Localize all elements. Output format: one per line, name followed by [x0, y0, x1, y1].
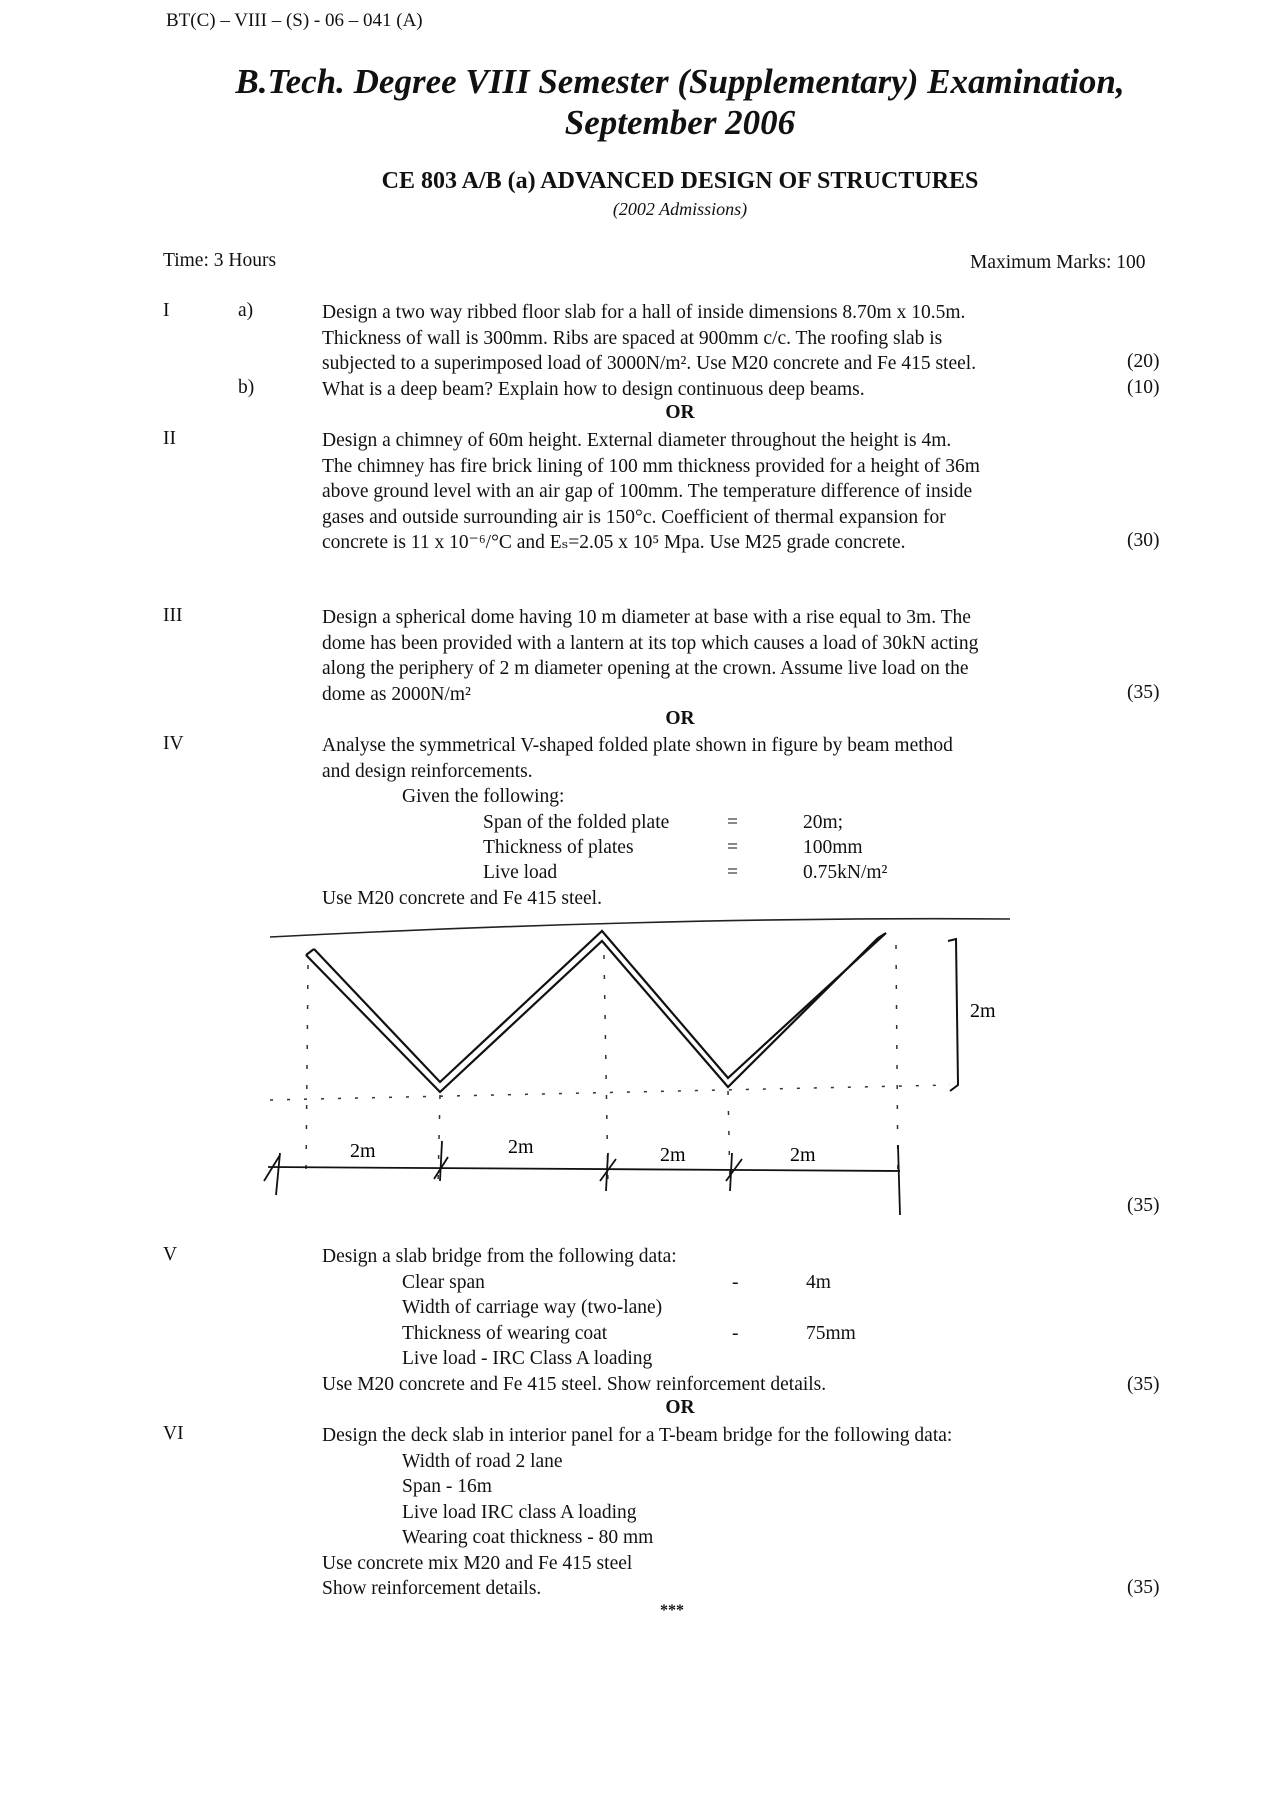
- folded-plate-diagram: [250, 895, 1030, 1235]
- question-1a-text: [322, 300, 976, 377]
- param-label: Thickness of wearing coat: [402, 1323, 608, 1344]
- param-item: Live load IRC class A loading: [402, 1502, 637, 1523]
- subquestion-label: a): [238, 300, 254, 321]
- text-line: along the periphery of 2 m diameter opening at the crown. Assume live load on the: [322, 658, 969, 679]
- param-value: 0.75kN/m²: [803, 862, 888, 883]
- question-number: IV: [163, 733, 184, 754]
- or-separator: OR: [665, 1397, 695, 1418]
- top-reference-line: [270, 919, 1010, 937]
- param-label: Live load: [483, 862, 558, 883]
- height-dimension-line: [948, 939, 958, 1091]
- maximum-marks: Maximum Marks: 100: [970, 252, 1146, 273]
- question-marks: (35): [1127, 1577, 1160, 1598]
- text-line: subjected to a superimposed load of 3000N/m². Use M20 concrete and Fe 415 steel.: [322, 353, 977, 374]
- param-item: Wearing coat thickness - 80 mm: [402, 1527, 654, 1548]
- width-dimension-line: [268, 1167, 900, 1171]
- given-heading: Given the following:: [402, 786, 565, 807]
- exam-title: B.Tech. Degree VIII Semester (Supplementary) Examination,: [235, 62, 1125, 101]
- param-equals: =: [727, 837, 738, 858]
- question-5-intro: Design a slab bridge from the following data:: [322, 1246, 677, 1267]
- text-line: dome as 2000N/m²: [322, 683, 471, 705]
- question-marks: (20): [1127, 351, 1160, 372]
- text-line: and design reinforcements.: [322, 760, 533, 782]
- or-separator: OR: [665, 708, 695, 729]
- text-line: Thickness of wall is 300mm. Ribs are spaced at 900mm c/c. The roofing slab is: [322, 327, 943, 349]
- materials-note: Use M20 concrete and Fe 415 steel.: [322, 888, 602, 909]
- text-line: Analyse the symmetrical V-shaped folded plate shown in figure by beam method: [322, 735, 953, 756]
- param-equals: =: [727, 812, 738, 833]
- text-line: above ground level with an air gap of 100mm. The temperature difference of inside: [322, 481, 973, 502]
- admissions-note: (2002 Admissions): [612, 199, 748, 219]
- folded-plate-outline: [306, 931, 886, 1092]
- param-label: Clear span: [402, 1272, 485, 1293]
- exam-date: September 2006: [564, 103, 796, 142]
- question-marks: (35): [1127, 1374, 1160, 1395]
- question-number: III: [163, 605, 183, 626]
- question-1b-text: What is a deep beam? Explain how to design continuous deep beams.: [322, 379, 865, 400]
- param-label: Width of carriage way (two-lane): [402, 1297, 663, 1318]
- subquestion-label: b): [238, 377, 255, 398]
- question-number: V: [163, 1244, 178, 1265]
- end-mark: ***: [660, 1602, 684, 1619]
- param-label: Live load - IRC Class A loading: [402, 1348, 653, 1369]
- materials-note: Use concrete mix M20 and Fe 415 steel: [322, 1553, 633, 1574]
- or-separator: OR: [665, 402, 695, 423]
- param-equals: =: [727, 862, 738, 883]
- text-line: The chimney has fire brick lining of 100 mm thickness provided for a height of 36m: [322, 455, 980, 477]
- width-label: 2m: [508, 1136, 534, 1158]
- width-label: 2m: [350, 1140, 376, 1162]
- text-line: Design a spherical dome having 10 m diameter at base with a rise equal to 3m. The: [322, 607, 971, 628]
- width-label: 2m: [660, 1144, 686, 1166]
- question-number: II: [163, 428, 176, 449]
- param-value: 20m;: [803, 812, 844, 833]
- question-marks: (35): [1127, 682, 1160, 703]
- param-label: Thickness of plates: [483, 837, 634, 858]
- text-line: dome has been provided with a lantern at its top which causes a load of 30kN acting: [322, 632, 979, 654]
- question-number: I: [163, 300, 170, 321]
- param-item: Width of road 2 lane: [402, 1451, 563, 1472]
- question-6-intro: Design the deck slab in interior panel for a T-beam bridge for the following data:: [322, 1425, 953, 1446]
- question-marks: (35): [1127, 1195, 1160, 1216]
- param-value: 100mm: [803, 837, 863, 858]
- time-allowed: Time: 3 Hours: [163, 250, 277, 271]
- question-marks: (30): [1127, 530, 1160, 551]
- text-line: Design a chimney of 60m height. External diameter throughout the height is 4m.: [322, 430, 952, 451]
- width-label: 2m: [790, 1144, 816, 1166]
- question-2-text: [322, 428, 980, 556]
- text-line: Design a two way ribbed floor slab for a hall of inside dimensions 8.70m x 10.5m.: [322, 302, 966, 323]
- materials-note: Use M20 concrete and Fe 415 steel. Show reinforcement details.: [322, 1374, 827, 1395]
- param-separator: -: [732, 1323, 739, 1344]
- param-item: Span - 16m: [402, 1476, 492, 1497]
- course-title: CE 803 A/B (a) ADVANCED DESIGN OF STRUCTURES: [381, 168, 979, 194]
- text-line: concrete is 11 x 10⁻⁶/°C and Eₛ=2.05 x 10⁵ Mpa. Use M25 grade concrete.: [322, 532, 906, 553]
- param-separator: -: [732, 1272, 739, 1293]
- question-3-text: [322, 605, 978, 707]
- param-label: Span of the folded plate: [483, 812, 670, 833]
- base-dashed-line: [270, 1085, 950, 1100]
- param-value: 4m: [806, 1272, 831, 1293]
- question-number: VI: [163, 1423, 184, 1444]
- question-marks: (10): [1127, 377, 1160, 398]
- reinforcement-note: Show reinforcement details.: [322, 1578, 542, 1599]
- param-value: 75mm: [806, 1323, 856, 1344]
- height-label: 2m: [970, 1000, 996, 1022]
- paper-code: BT(C) – VIII – (S) - 06 – 041 (A): [166, 10, 423, 31]
- question-4-text: [322, 733, 953, 784]
- text-line: gases and outside surrounding air is 150°c. Coefficient of thermal expansion for: [322, 506, 946, 528]
